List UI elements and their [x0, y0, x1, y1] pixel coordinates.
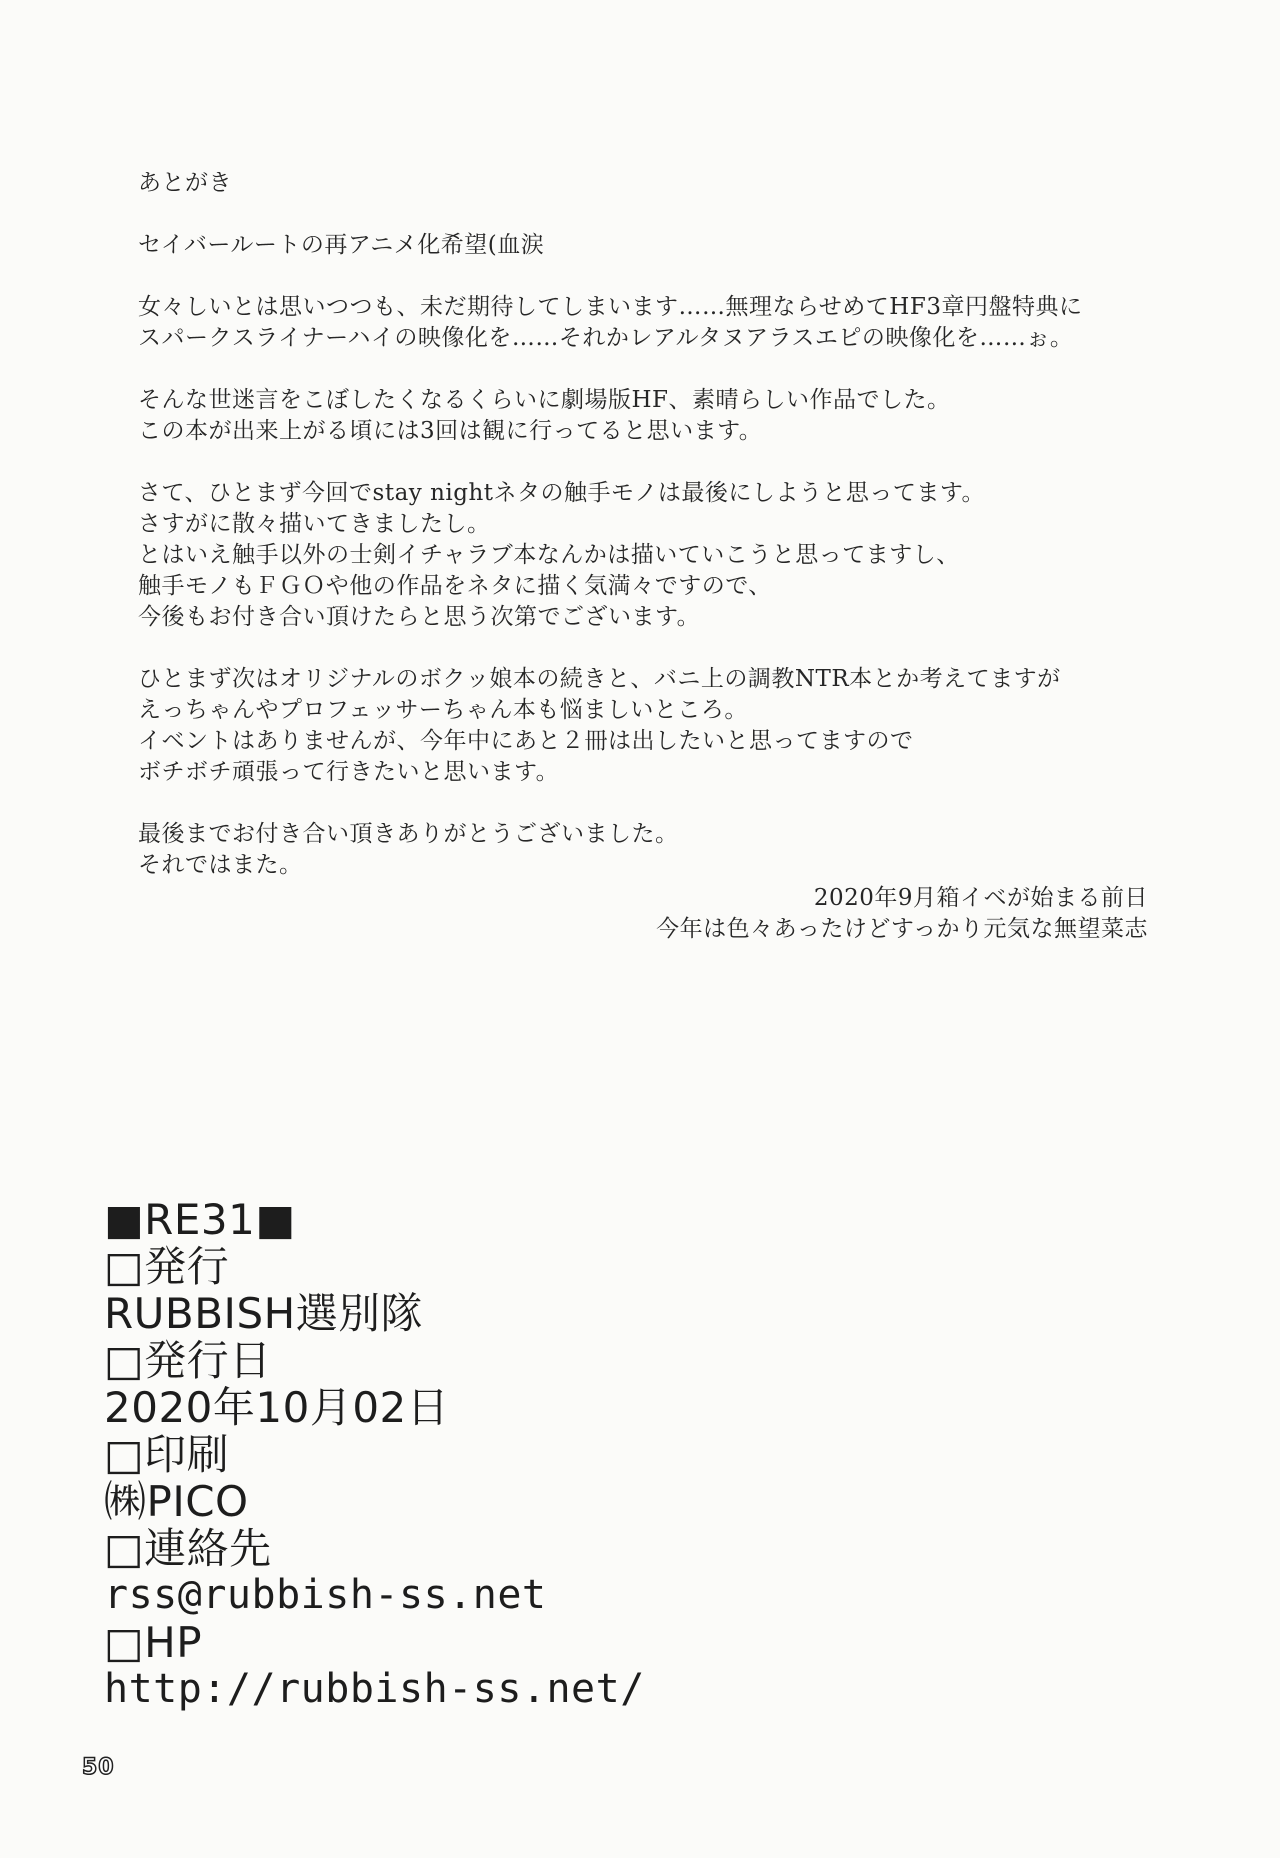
afterword-line: えっちゃんやプロフェッサーちゃん本も悩ましいところ。	[138, 697, 748, 723]
colophon-title: ■RE31■	[104, 1195, 296, 1244]
homepage-url: http://rubbish-ss.net/	[104, 1666, 645, 1712]
afterword-paragraph-1	[138, 292, 1178, 354]
afterword-paragraph-3	[138, 478, 1178, 633]
contact-label: □連絡先	[104, 1524, 272, 1573]
afterword-line: ボチボチ頑張って行きたいと思います。	[138, 759, 560, 785]
afterword-paragraph-5	[138, 819, 1178, 881]
publish-date-label: □発行日	[104, 1336, 272, 1385]
signature-date-line: 2020年9月箱イベが始まる前日	[813, 885, 1148, 911]
publisher-label: □発行	[104, 1242, 230, 1291]
afterword-line: それではまた。	[138, 852, 303, 878]
afterword-line: 最後までお付き合い頂きありがとうございました。	[138, 821, 679, 847]
afterword-line: とはいえ触手以外の士剣イチャラブ本なんかは描いていこうと思ってますし、	[138, 542, 960, 568]
afterword-line: さすがに散々描いてきましたし。	[138, 511, 491, 537]
contact-email: rss@rubbish-ss.net	[104, 1572, 547, 1618]
afterword-line: 触手モノもＦＧＯや他の作品をネタに描く気満々ですので、	[138, 573, 772, 599]
afterword-line: ひとまず次はオリジナルのボクッ娘本の続きと、バニ上の調教NTR本とか考えてますが	[138, 666, 1061, 692]
afterword-paragraph-2	[138, 385, 1178, 447]
colophon	[104, 1196, 645, 1713]
afterword-signature	[656, 883, 1148, 945]
afterword-line: そんな世迷言をこぼしたくなるくらいに劇場版HF、素晴らしい作品でした。	[138, 387, 951, 413]
afterword-line: この本が出来上がる頃には3回は観に行ってると思います。	[138, 418, 763, 444]
afterword-line: 今後もお付き合い頂けたらと思う次第でございます。	[138, 604, 701, 630]
afterword-paragraph-4	[138, 664, 1178, 788]
afterword-line: スパークスライナーハイの映像化を……それかレアルタヌアラスエピの映像化を……ぉ。	[138, 325, 1074, 351]
page-number: 50	[82, 1755, 115, 1780]
printer-label: □印刷	[104, 1430, 230, 1479]
afterword-section	[138, 168, 1178, 881]
publisher-name: RUBBISH選別隊	[104, 1289, 424, 1338]
publish-date: 2020年10月02日	[104, 1383, 450, 1432]
homepage-label: □HP	[104, 1618, 203, 1667]
signature-author-line: 今年は色々あったけどすっかり元気な無望菜志	[656, 916, 1148, 942]
afterword-line: さて、ひとまず今回でstay nightネタの触手モノは最後にしようと思ってます。	[138, 480, 985, 506]
afterword-wish: セイバールートの再アニメ化希望(血涙	[138, 232, 545, 258]
afterword-line: イベントはありませんが、今年中にあと２冊は出したいと思ってますので	[138, 728, 914, 754]
afterword-title: あとがき	[138, 170, 232, 196]
afterword-line: 女々しいとは思いつつも、未だ期待してしまいます……無理ならせめてHF3章円盤特典に	[138, 294, 1083, 320]
printer-name: ㈱PICO	[104, 1477, 249, 1526]
